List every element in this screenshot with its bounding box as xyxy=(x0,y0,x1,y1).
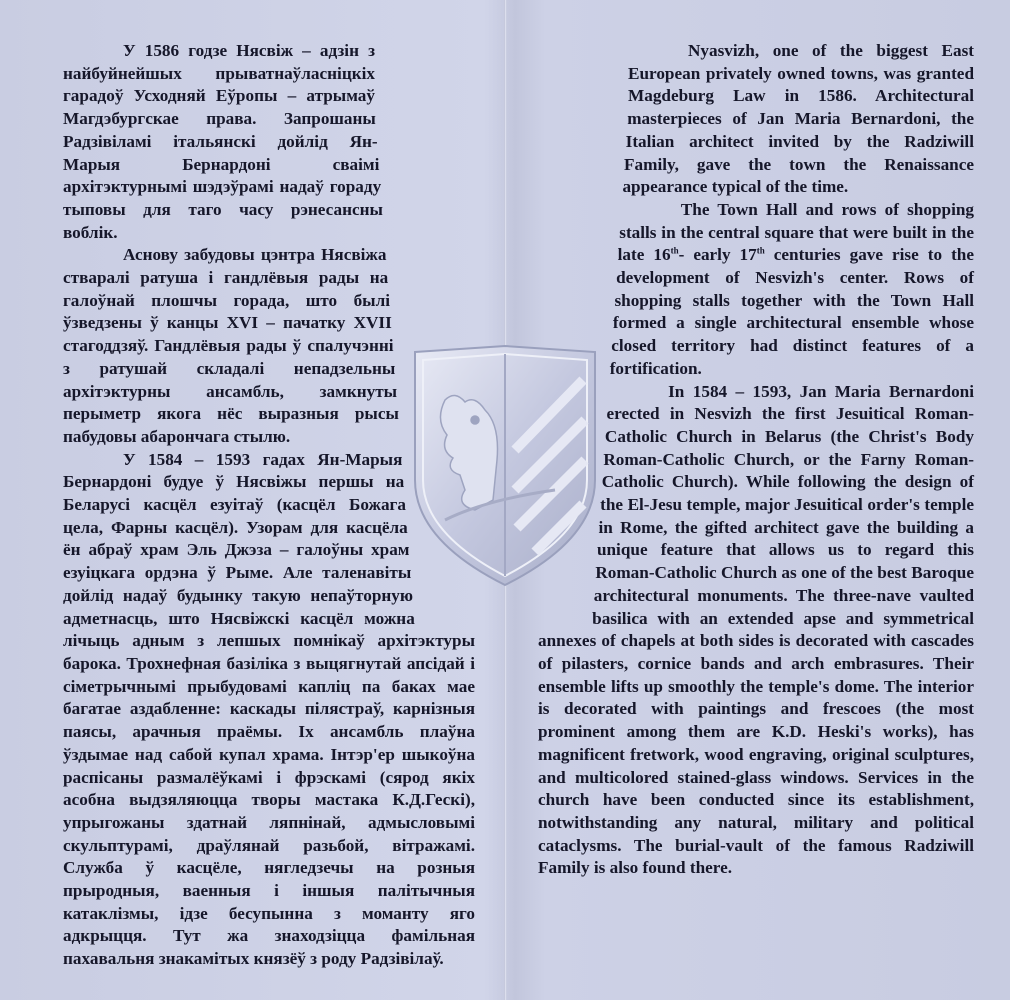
english-paragraph-2-part-a: The Town Hall and rows of shopping stalls in the central square that were built in the late 16 xyxy=(617,199,974,265)
english-paragraph-1: Nyasvizh, one of the biggest East European privately owned towns, was granted Magdeburg Law in 1586. Architectural masterpieces of Jan Maria Bernardoni, the Italian architect invited by the Radziwill Family, gave the town the Renaissance appearance typical of the time. xyxy=(622,41,974,197)
english-paragraph-3: In 1584 – 1593, Jan Maria Bernardoni erected in Nesvizh the first Jesuitical Roman-Catholic Church in Belarus (the Christ's Body Roman-Catholic Church, or the Farny Roman-Catholic Church). While following the design of the El-Jesu temple, major Jesuitical order's temple in Rome, the gifted architect gave the building a unique feature that allows us to regard this Roman-Catholic Church as one of the best Baroque architectural monuments. The three-nave vaulted basilica with an extended apse and symmetrical annexes of chapels at both sides is decorated with cascades of pilasters, cornice bands and arch embrasures. Their ensemble lifts up smoothly the temple's dome. The interior is decorated with paintings and frescoes (the most prominent among them are K.D. Heski's works), has magnificent fretwork, wood engraving, original sculptures, and multicolored stained-glass windows. Services in the church have been conducted since its establishment, notwithstanding any natural, military and political cataclysms. The burial-vault of the famous Radziwill Family is also found there. xyxy=(538,381,974,878)
english-paragraph-2-part-c: centuries gave rise to the development of Nesvizh's center. Rows of shopping stalls together with the Town Hall formed a single architectural ensemble whose closed territory had distinct features of a fortification. xyxy=(609,245,974,378)
belarusian-paragraph-3: У 1584 – 1593 гадах Ян-Марыя Бернардоні будуе ў Нясвіжы першы на Беларусі касцёл езуітаў (касцёл Божага цела, Фарны касцёл). Узорам для касцёла ён абраў храм Эль Джэза – галоўны храм езуіцкага ордэна ў Рыме. Але таленавіты дойлід надаў будынку такую непаўторную адметнасць, што Нясвіжскі касцёл можна лічыць адным з лепшых помнікаў архітэктуры барока. Трохнефная базіліка з выцягнутай апсідай і сіметрычнымі прыбудовамі капліц па баках мае багатае аздабленне: каскады пілястраў, карнізныя паясы, арачныя праёмы. Іх ансамбль плаўна ўздымае над сабой купал храма. Інтэр'ер шыкоўна распісаны размалёўкамі і фрэскамі (сярод якіх асобна выдзяляюцца творы мастака К.Д.Гескі), упрыгожаны здатнай ляпнінай, адмысловымі скульптурамі, драўлянай разьбой, вітражамі. Служба ў касцёле, нягледзечы на розныя прыродныя, ваенныя і іншыя палітычныя катаклізмы, ідзе бесупынна з моманту яго адкрыцця. Тут жа знаходзіцца фамільная пахавальня знакамітых князёў з роду Радзівілаў. xyxy=(63,449,475,969)
superscript-th-2: th xyxy=(756,245,765,256)
belarusian-paragraph-2: Аснову забудовы цэнтра Нясвіжа стваралі ратуша і гандлёвыя рады на галоўнай плошчы горада, што былі ўзведзены ў канцы XVI – пачатку XVII стагоддзяў. Гандлёвыя рады ў спалучэнні з ратушай складалі непадзельны архітэктурны ансамбль, замкнуты перыметр якога нёс выразныя рысы пабудовы абарончага стылю. xyxy=(63,245,399,446)
superscript-th-1: th xyxy=(670,245,679,256)
english-paragraph-2-part-b: - early 17 xyxy=(678,245,757,265)
belarusian-paragraph-1: У 1586 годзе Нясвіж – адзін з найбуйнейшых прыватнаўласніцкіх гарадоў Усходняй Еўропы – атрымаў Магдэбургскае права. Запрошаны Радзівіламі італьянскі дойлід Ян-Марыя Бернардоні сваімі архітэктурнымі шэдэўрамі надаў гораду тыповы для таго часу рэнесансны воблік. xyxy=(63,41,383,242)
nesvizh-coat-of-arms-icon xyxy=(405,340,605,590)
